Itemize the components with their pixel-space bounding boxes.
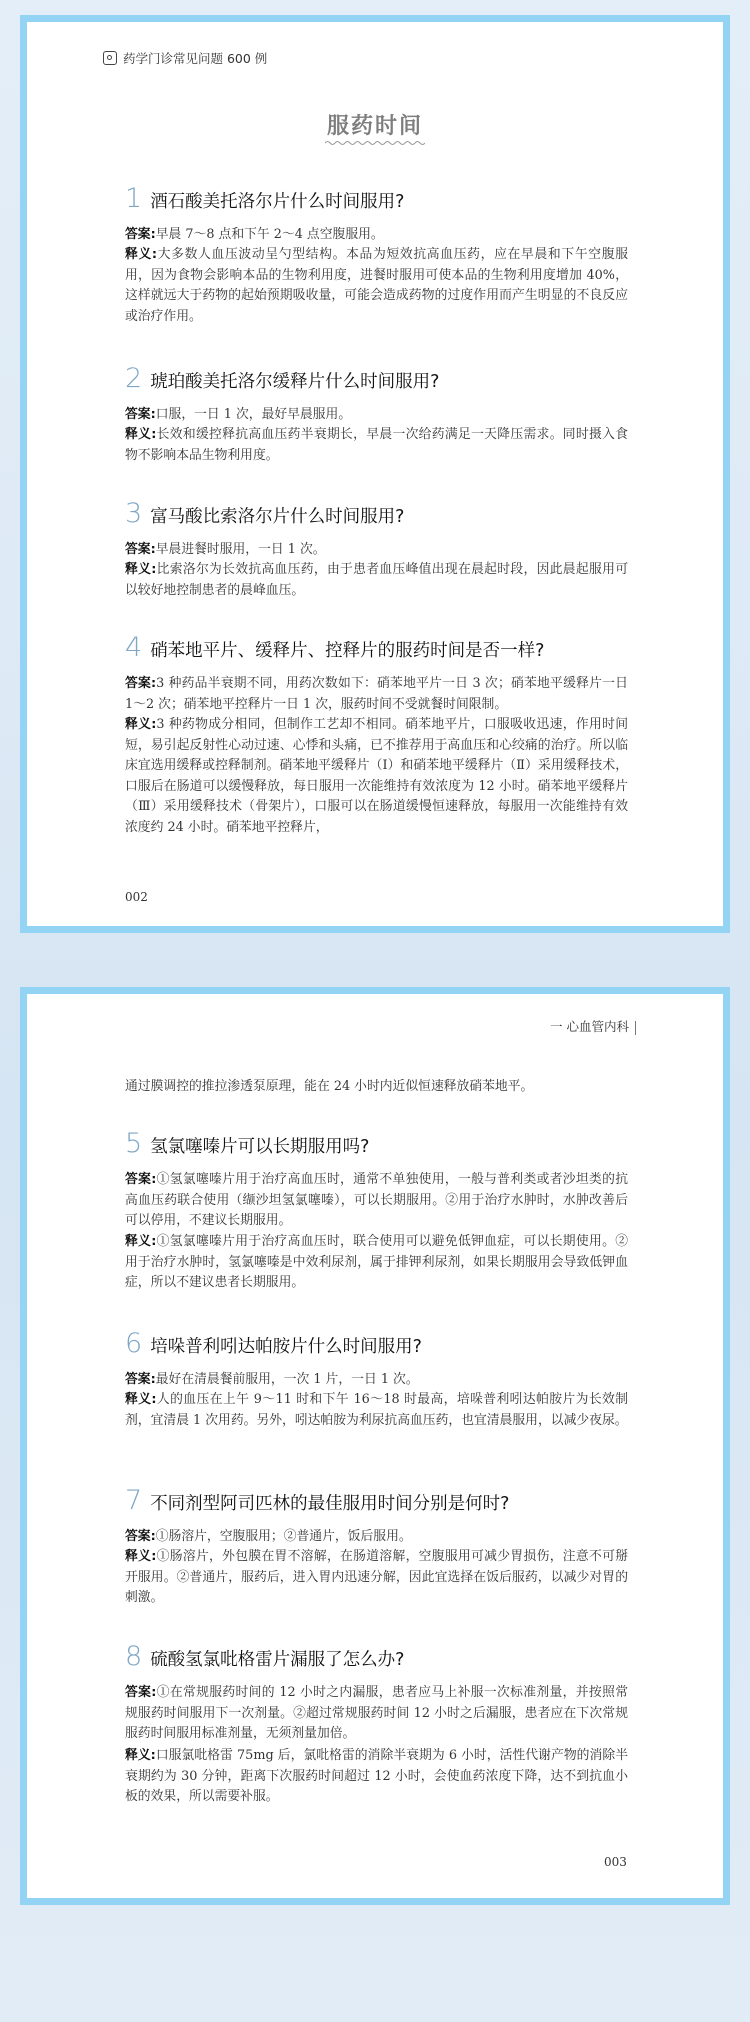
question-title: 3 富马酸比索洛尔片什么时间服用? <box>125 498 405 529</box>
book-header <box>103 49 267 67</box>
question-title: 5 氢氯噻嗪片可以长期服用吗? <box>125 1128 370 1159</box>
answer-paragraph: 答案:①在常规服药时间的 12 小时之内漏服，患者应马上补服一次标准剂量，并按照常规服药时间服用下一次剂量。②超过常规服药时间 12 小时之后漏服，患者应在下次常规服药时间服用标准剂量，无须剂量加倍。 <box>125 1685 628 1741</box>
wave-underline-icon <box>325 140 425 146</box>
explanation-paragraph: 释义:大多数人血压波动呈勺型结构。本品为短效抗高血压药，应在早晨和下午空腹服用，因为食物会影响本品的生物利用度，进餐时服用可使本品的生物利用度增加 40%，这样就远大于药物的起始预期吸收量，可能会造成药物的过度作用而产生明显的不良反应或治疗作用。 <box>125 247 628 324</box>
section-title: 服药时间 <box>326 113 423 139</box>
answer-paragraph: 答案:早晨 7～8 点和下午 2～4 点空腹服用。 <box>125 227 384 242</box>
explanation-paragraph: 释义:比索洛尔为长效抗高血压药，由于患者血压峰值出现在晨起时段，因此晨起服用可以较好地控制患者的晨峰血压。 <box>125 562 628 598</box>
explanation-paragraph: 释义:①氢氯噻嗪片用于治疗高血压时，联合使用可以避免低钾血症，可以长期使用。②用于治疗水肿时，氢氯噻嗪是中效利尿剂，属于排钾利尿剂，如果长期服用会导致低钾血症，所以不建议患者长期服用。 <box>125 1234 628 1290</box>
explanation-paragraph: 释义:3 种药物成分相同，但制作工艺却不相同。硝苯地平片，口服吸收迅速，作用时间短，易引起反射性心动过速、心悸和头痛，已不推荐用于高血压和心绞痛的治疗。所以临床宜选用缓释或控释制剂。硝苯地平缓释片（Ⅰ）和硝苯地平缓释片（Ⅱ）采用缓释技术，口服后在肠道可以缓慢释放，每日服用一次能维持有效浓度为 12 小时。硝苯地平缓释片（Ⅲ）采用缓释技术（骨架片），口服可以在肠道缓慢恒速释放，每服用一次能维持有效浓度约 24 小时。硝苯地平控释片， <box>125 717 628 835</box>
explanation-paragraph: 释义:①肠溶片，外包膜在胃不溶解，在肠道溶解，空腹服用可减少胃损伤，注意不可掰开服用。②普通片，服药后，进入胃内迅速分解，因此宜选择在饭后服药，以减少对胃的刺激。 <box>125 1549 628 1605</box>
answer-paragraph: 答案:最好在清晨餐前服用，一次 1 片，一日 1 次。 <box>125 1372 419 1387</box>
question-title: 8 硫酸氢氯吡格雷片漏服了怎么办? <box>125 1641 405 1672</box>
answer-paragraph: 答案:3 种药品半衰期不同，用药次数如下：硝苯地平片一日 3 次；硝苯地平缓释片一日 1～2 次；硝苯地平控释片一日 1 次，服药时间不受就餐时间限制。 <box>125 676 628 712</box>
explanation-continued: 通过膜调控的推拉渗透泵原理，能在 24 小时内近似恒速释放硝苯地平。 <box>125 1079 534 1094</box>
question-title: 4 硝苯地平片、缓释片、控释片的服药时间是否一样? <box>125 632 545 663</box>
explanation-paragraph: 释义:长效和缓控释抗高血压药半衰期长，早晨一次给药满足一天降压需求。同时摄入食物不影响本品生物利用度。 <box>125 427 628 463</box>
chapter-header <box>550 1017 642 1035</box>
explanation-paragraph: 释义:口服氯吡格雷 75mg 后，氯吡格雷的消除半衰期为 6 小时，活性代谢产物的消除半衰期约为 30 分钟，距离下次服药时间超过 12 小时，会使血药浓度下降，达不到抗血小板的效果，所以需要补服。 <box>125 1748 628 1804</box>
answer-paragraph: 答案:①肠溶片，空腹服用；②普通片，饭后服用。 <box>125 1529 412 1544</box>
question-title: 7 不同剂型阿司匹林的最佳服用时间分别是何时? <box>125 1485 510 1516</box>
question-title: 6 培哚普利吲达帕胺片什么时间服用? <box>125 1328 422 1359</box>
chapter-header-label: 一 心血管内科 <box>550 1019 629 1034</box>
answer-paragraph: 答案:①氢氯噻嗪片用于治疗高血压时，通常不单独使用，一般与普利类或者沙坦类的抗高血压药联合使用（缬沙坦氢氯噻嗪），可以长期服用。②用于治疗水肿时，水肿改善后可以停用，不建议长期服用。 <box>125 1172 628 1228</box>
answer-paragraph: 答案:口服，一日 1 次，最好早晨服用。 <box>125 407 352 422</box>
book-icon <box>103 51 117 65</box>
answer-paragraph: 答案:早晨进餐时服用，一日 1 次。 <box>125 542 326 557</box>
book-header-title: 药学门诊常见问题 600 例 <box>123 51 268 66</box>
header-divider <box>635 1021 636 1035</box>
question-title: 2 琥珀酸美托洛尔缓释片什么时间服用? <box>125 363 440 394</box>
page-number: 003 <box>604 1855 627 1869</box>
question-title: 1 酒石酸美托洛尔片什么时间服用? <box>125 183 405 214</box>
page-number: 002 <box>125 890 148 904</box>
explanation-paragraph: 释义:人的血压在上午 9～11 时和下午 16～18 时最高，培哚普利吲达帕胺片为长效制剂，宜清晨 1 次用药。另外，吲达帕胺为利尿抗高血压药，也宜清晨服用，以减少夜尿。 <box>125 1392 628 1428</box>
